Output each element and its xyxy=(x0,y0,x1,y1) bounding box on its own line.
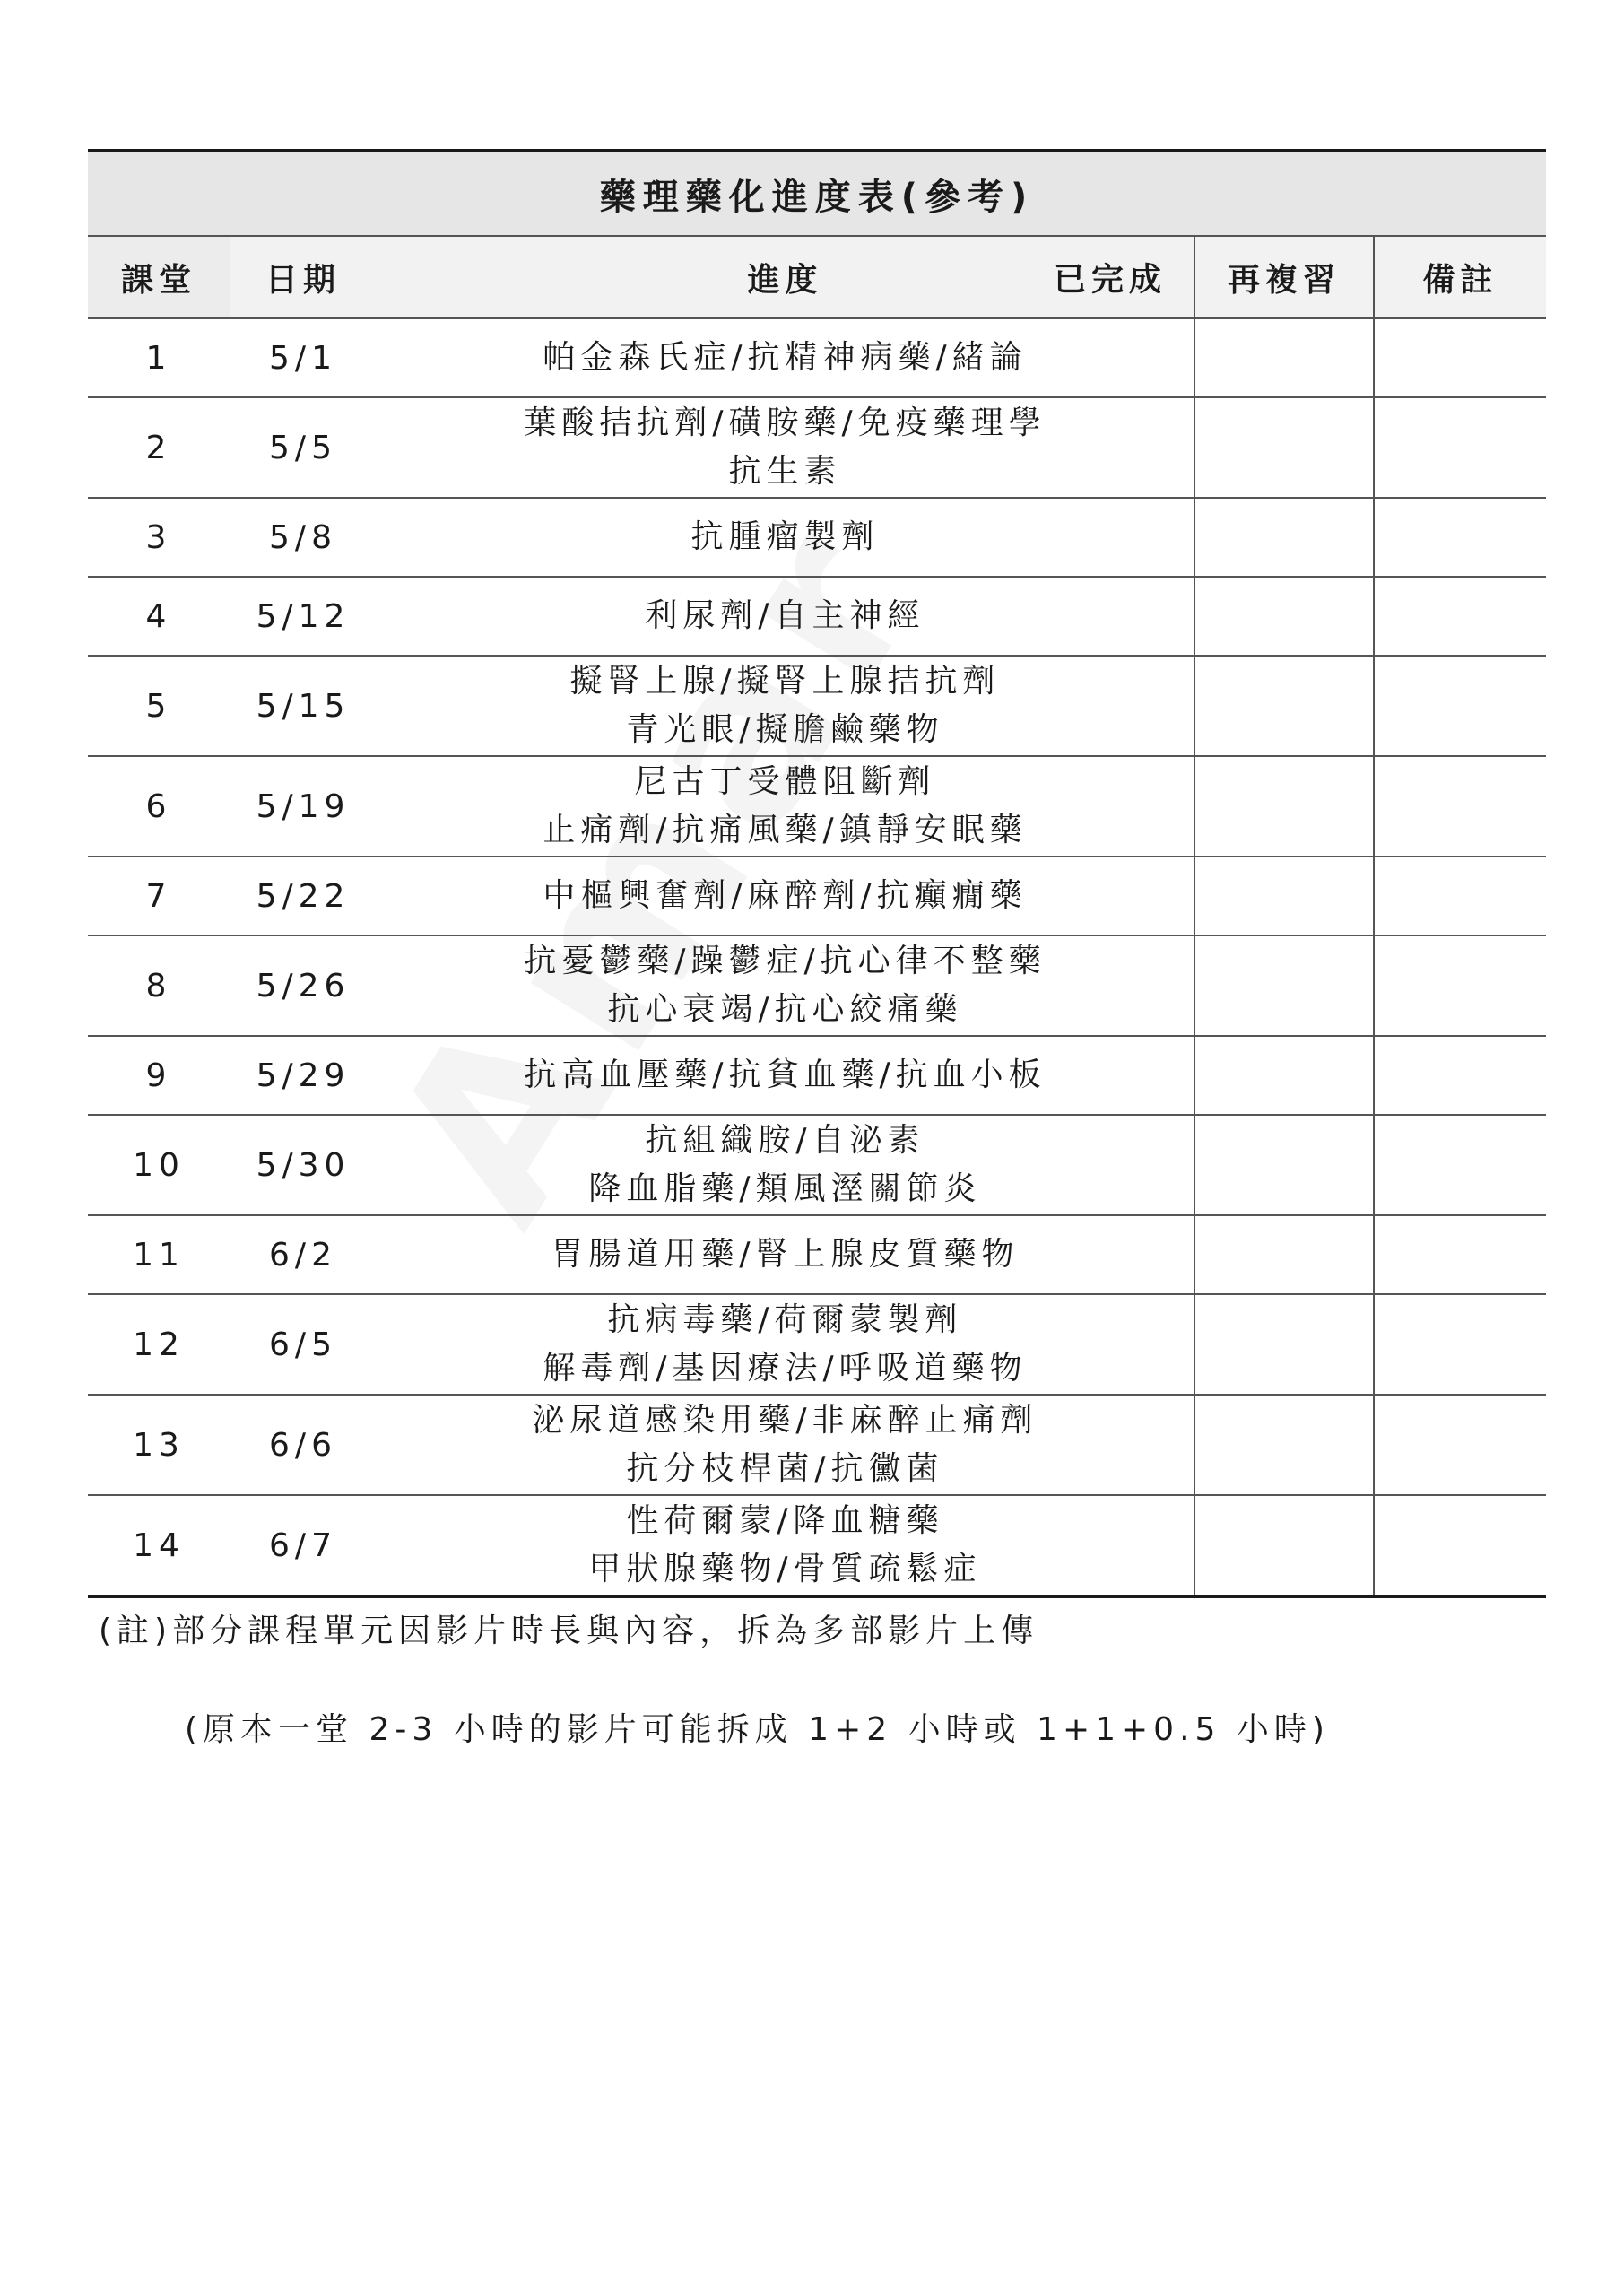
lesson-date: 6/5 xyxy=(230,1294,377,1395)
lesson-date: 5/1 xyxy=(230,318,377,397)
review-cell xyxy=(1194,1036,1374,1115)
progress-topics xyxy=(377,397,1194,498)
progress-topics xyxy=(377,1115,1194,1215)
review-cell xyxy=(1194,1294,1374,1395)
progress-line: 解毒劑/基因療法/呼吸道藥物 xyxy=(543,1350,1028,1387)
table-row xyxy=(88,1495,1546,1596)
lesson-number: 4 xyxy=(88,577,230,656)
remark-cell xyxy=(1374,857,1546,935)
progress-line: 青光眼/擬膽鹼藥物 xyxy=(626,711,944,748)
review-cell xyxy=(1194,935,1374,1036)
progress-topics xyxy=(377,1036,1194,1115)
header-progress xyxy=(377,237,1194,318)
progress-topics xyxy=(377,498,1194,577)
lesson-date: 5/19 xyxy=(230,756,377,857)
lesson-date: 5/22 xyxy=(230,857,377,935)
progress-topics xyxy=(377,935,1194,1036)
remark-cell xyxy=(1374,1115,1546,1215)
table-row xyxy=(88,318,1546,397)
progress-line: 抗憂鬱藥/躁鬱症/抗心律不整藥 xyxy=(524,943,1046,979)
table-row xyxy=(88,935,1546,1036)
header-remark: 備註 xyxy=(1374,237,1546,318)
remark-cell xyxy=(1374,1395,1546,1495)
header-lesson: 課堂 xyxy=(88,237,230,318)
remark-cell xyxy=(1374,1495,1546,1596)
review-cell xyxy=(1194,756,1374,857)
lesson-number: 11 xyxy=(88,1215,230,1294)
lesson-date: 5/29 xyxy=(230,1036,377,1115)
lesson-date: 5/5 xyxy=(230,397,377,498)
lesson-date: 5/15 xyxy=(230,656,377,756)
progress-line: 降血脂藥/類風溼關節炎 xyxy=(588,1170,982,1207)
schedule-table xyxy=(88,237,1546,1598)
remark-cell xyxy=(1374,1294,1546,1395)
table-row xyxy=(88,1215,1546,1294)
remark-cell xyxy=(1374,318,1546,397)
header-date: 日期 xyxy=(230,237,377,318)
remark-cell xyxy=(1374,1215,1546,1294)
progress-line: 抗生素 xyxy=(728,453,842,490)
progress-topics xyxy=(377,656,1194,756)
table-row xyxy=(88,1115,1546,1215)
review-cell xyxy=(1194,318,1374,397)
lesson-date: 5/8 xyxy=(230,498,377,577)
lesson-date: 6/2 xyxy=(230,1215,377,1294)
review-cell xyxy=(1194,1215,1374,1294)
review-cell xyxy=(1194,1395,1374,1495)
progress-line: 抗心衰竭/抗心絞痛藥 xyxy=(607,991,963,1028)
progress-line: 葉酸拮抗劑/磺胺藥/免疫藥理學 xyxy=(524,404,1046,441)
progress-line: 止痛劑/抗痛風藥/鎮靜安眠藥 xyxy=(543,812,1028,848)
review-cell xyxy=(1194,1495,1374,1596)
lesson-number: 3 xyxy=(88,498,230,577)
table-row xyxy=(88,577,1546,656)
progress-line: 抗分枝桿菌/抗黴菌 xyxy=(626,1450,944,1487)
table-row xyxy=(88,1395,1546,1495)
progress-line: 中樞興奮劑/麻醉劑/抗癲癇藥 xyxy=(543,877,1028,914)
remark-cell xyxy=(1374,1036,1546,1115)
progress-line: 尼古丁受體阻斷劑 xyxy=(634,763,936,800)
lesson-number: 1 xyxy=(88,318,230,397)
progress-line: 抗組織胺/自泌素 xyxy=(645,1122,925,1159)
header-review: 再複習 xyxy=(1194,237,1374,318)
table-row xyxy=(88,1294,1546,1395)
lesson-date: 5/12 xyxy=(230,577,377,656)
lesson-number: 8 xyxy=(88,935,230,1036)
progress-topics xyxy=(377,1495,1194,1596)
lesson-number: 13 xyxy=(88,1395,230,1495)
header-done: 已完成 xyxy=(1053,261,1167,299)
footnote-detail: (原本一堂 2-3 小時的影片可能拆成 1+2 小時或 1+1+0.5 小時) xyxy=(185,1711,1330,1748)
remark-cell xyxy=(1374,656,1546,756)
lesson-number: 6 xyxy=(88,756,230,857)
table-row xyxy=(88,656,1546,756)
lesson-number: 2 xyxy=(88,397,230,498)
remark-cell xyxy=(1374,397,1546,498)
progress-line: 性荷爾蒙/降血糖藥 xyxy=(626,1502,944,1539)
lesson-number: 5 xyxy=(88,656,230,756)
header-progress-label: 進度 xyxy=(747,261,823,299)
lesson-number: 7 xyxy=(88,857,230,935)
lesson-date: 5/26 xyxy=(230,935,377,1036)
progress-line: 抗腫瘤製劑 xyxy=(690,518,880,555)
lesson-number: 12 xyxy=(88,1294,230,1395)
lesson-number: 9 xyxy=(88,1036,230,1115)
remark-cell xyxy=(1374,935,1546,1036)
lesson-date: 6/7 xyxy=(269,1526,337,1564)
footnote: (註)部分課程單元因影片時長與內容，拆為多部影片上傳 xyxy=(99,1613,1039,1649)
table-row xyxy=(88,1036,1546,1115)
review-cell xyxy=(1194,656,1374,756)
table-row xyxy=(88,397,1546,498)
review-cell xyxy=(1194,857,1374,935)
progress-topics xyxy=(377,756,1194,857)
review-cell xyxy=(1194,577,1374,656)
table-row xyxy=(88,857,1546,935)
review-cell xyxy=(1194,1115,1374,1215)
progress-line: 甲狀腺藥物/骨質疏鬆症 xyxy=(588,1551,982,1587)
table-header-row xyxy=(88,237,1546,318)
lesson-date: 5/30 xyxy=(230,1115,377,1215)
remark-cell xyxy=(1374,756,1546,857)
table-row xyxy=(88,498,1546,577)
lesson-date: 6/6 xyxy=(230,1395,377,1495)
lesson-number: 10 xyxy=(88,1115,230,1215)
review-cell xyxy=(1194,397,1374,498)
remark-cell xyxy=(1374,498,1546,577)
progress-line: 胃腸道用藥/腎上腺皮質藥物 xyxy=(551,1236,1020,1273)
review-cell xyxy=(1194,498,1374,577)
page-title: 藥理藥化進度表(參考) xyxy=(88,152,1546,237)
progress-line: 抗高血壓藥/抗貧血藥/抗血小板 xyxy=(524,1057,1046,1093)
schedule-sheet xyxy=(88,149,1546,1598)
table-row xyxy=(88,756,1546,857)
progress-topics xyxy=(377,857,1194,935)
progress-line: 帕金森氏症/抗精神病藥/緒論 xyxy=(543,339,1028,376)
progress-line: 擬腎上腺/擬腎上腺拮抗劑 xyxy=(569,663,1001,700)
progress-line: 泌尿道感染用藥/非麻醉止痛劑 xyxy=(532,1402,1038,1439)
progress-line: 抗病毒藥/荷爾蒙製劑 xyxy=(607,1301,963,1338)
lesson-number: 14 xyxy=(133,1526,185,1564)
progress-topics xyxy=(377,1395,1194,1495)
progress-line: 利尿劑/自主神經 xyxy=(645,597,925,634)
progress-topics xyxy=(377,577,1194,656)
progress-topics xyxy=(377,1294,1194,1395)
progress-topics xyxy=(377,318,1194,397)
progress-topics xyxy=(377,1215,1194,1294)
remark-cell xyxy=(1374,577,1546,656)
